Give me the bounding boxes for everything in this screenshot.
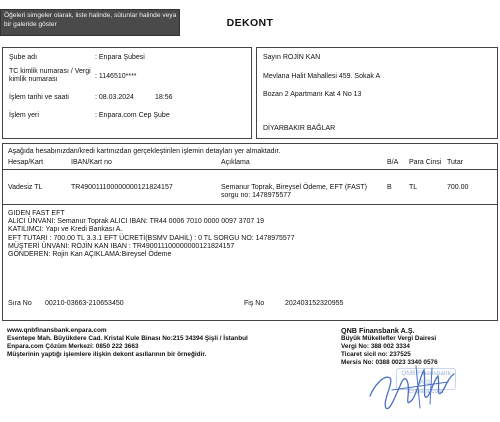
sequence-number: 00210-03663-210653450 (45, 300, 124, 307)
row-ba: B (387, 184, 392, 191)
customer-name: Sayın ROJİN KAN (263, 54, 321, 61)
tax-office: Büyük Mükellefler Vergi Dairesi (341, 335, 437, 342)
header-amount: Tutar (447, 159, 464, 166)
address-line-2: Bozan 2 Apartmanı Kat 4 No 13 (263, 91, 362, 98)
header-account: Hesap/Kart (8, 159, 44, 166)
receipt-label: Fiş No (244, 300, 265, 307)
view-options-tooltip: Öğeleri simgeler olarak, liste halinde, sütunlar halinde veya bir galeride göster (0, 9, 180, 36)
bank-phone: Enpara.com Çözüm Merkezi: 0850 222 3663 (7, 343, 139, 350)
branch-value: : Enpara Şubesi (95, 54, 145, 61)
bank-stamp: QNB Finansbank A.Ş. Enpara.com (396, 368, 456, 390)
trade-registry: Ticaret sicil no: 237525 (341, 351, 411, 358)
detail-line: KATILIMCI: Yapı ve Kredi Bankası A. (8, 226, 123, 234)
intro-text: Aşağıda hesabınızdan/kredi kartınızdan gerçekleştirilen işlemin detayları yer almaktadır. (8, 148, 281, 155)
row-query-number: sorgu no: 1478975577 (221, 192, 292, 199)
header-ba: B/A (387, 159, 399, 166)
header-description: Açıklama (221, 159, 250, 166)
address-line-1: Mevlana Halit Mahallesi 459. Sokak A (263, 73, 381, 80)
time-value: 18:56 (155, 94, 173, 101)
bank-name: QNB Finansbank A.Ş. (341, 326, 415, 335)
row-amount: 700.00 (447, 184, 469, 191)
row-description: Semanur Toprak, Bireysel Ödeme, EFT (FAST) (221, 184, 368, 191)
tax-id-value: : 1146510**** (95, 73, 137, 80)
location-label: İşlem yeri (9, 112, 39, 119)
document-title: DEKONT (226, 17, 274, 29)
row-account: Vadesiz TL (8, 184, 43, 191)
row-currency: TL (409, 184, 418, 191)
address-city: DİYARBAKIR BAĞLAR (263, 125, 336, 132)
bank-disclaimer: Müşterinin yaptığı işlemlere ilişkin dekont asıllarının bir örneğidir. (7, 351, 207, 358)
date-value: : 08.03.2024 (95, 94, 134, 101)
row-iban: TR490011100000000121824157 (71, 184, 173, 191)
detail-line: ALICI ÜNVANI: Semanur Toprak ALICI IBAN: TR44 0006 7010 0000 0097 3707 19 (8, 218, 265, 226)
branch-label: Şube adı (9, 54, 38, 61)
signature-image (362, 356, 462, 416)
detail-line: GIDEN FAST EFT (8, 210, 65, 217)
header-currency: Para Cinsi (409, 159, 442, 166)
tax-id-label: TC kimlik numarası / Vergi kimlik numarası (9, 68, 91, 84)
bank-address: Esentepe Mah. Büyükdere Cad. Kristal Kule Binası No:215 34394 Şişli / İstanbul (7, 335, 248, 342)
transfer-details (8, 210, 295, 259)
bank-website: www.qnbfinansbank.enpara.com (7, 327, 107, 334)
tax-number: Vergi No: 388 002 3334 (341, 343, 410, 350)
detail-line: MÜŞTERİ ÜNVANI: ROJİN KAN IBAN : TR490011100000000121824157 (8, 242, 235, 250)
detail-line: EFT TUTARI : 700.00 TL 3.3.1 EFT ÜCRETİ(BSMV DAHİL) : 0 TL SORGU NO: 1478975577 (8, 234, 295, 242)
address-box (256, 47, 498, 139)
row-divider (3, 204, 497, 205)
header-divider (3, 169, 497, 170)
receipt-number: 202403152320955 (285, 300, 344, 307)
mersis-number: Mersis No: 0388 0023 3340 0576 (341, 359, 438, 366)
header-iban: IBAN/Kart no (71, 159, 112, 166)
bank-contact-info (7, 327, 327, 359)
customer-info-box (2, 47, 252, 139)
transaction-box (2, 143, 498, 321)
date-label: İşlem tarihi ve saati (9, 94, 69, 101)
sequence-label: Sıra No (8, 300, 32, 307)
detail-line: GÖNDEREN: Rojin Kan AÇIKLAMA:Bireysel Ödeme (8, 251, 172, 259)
location-value: : Enpara.com Cep Şube (95, 112, 170, 119)
